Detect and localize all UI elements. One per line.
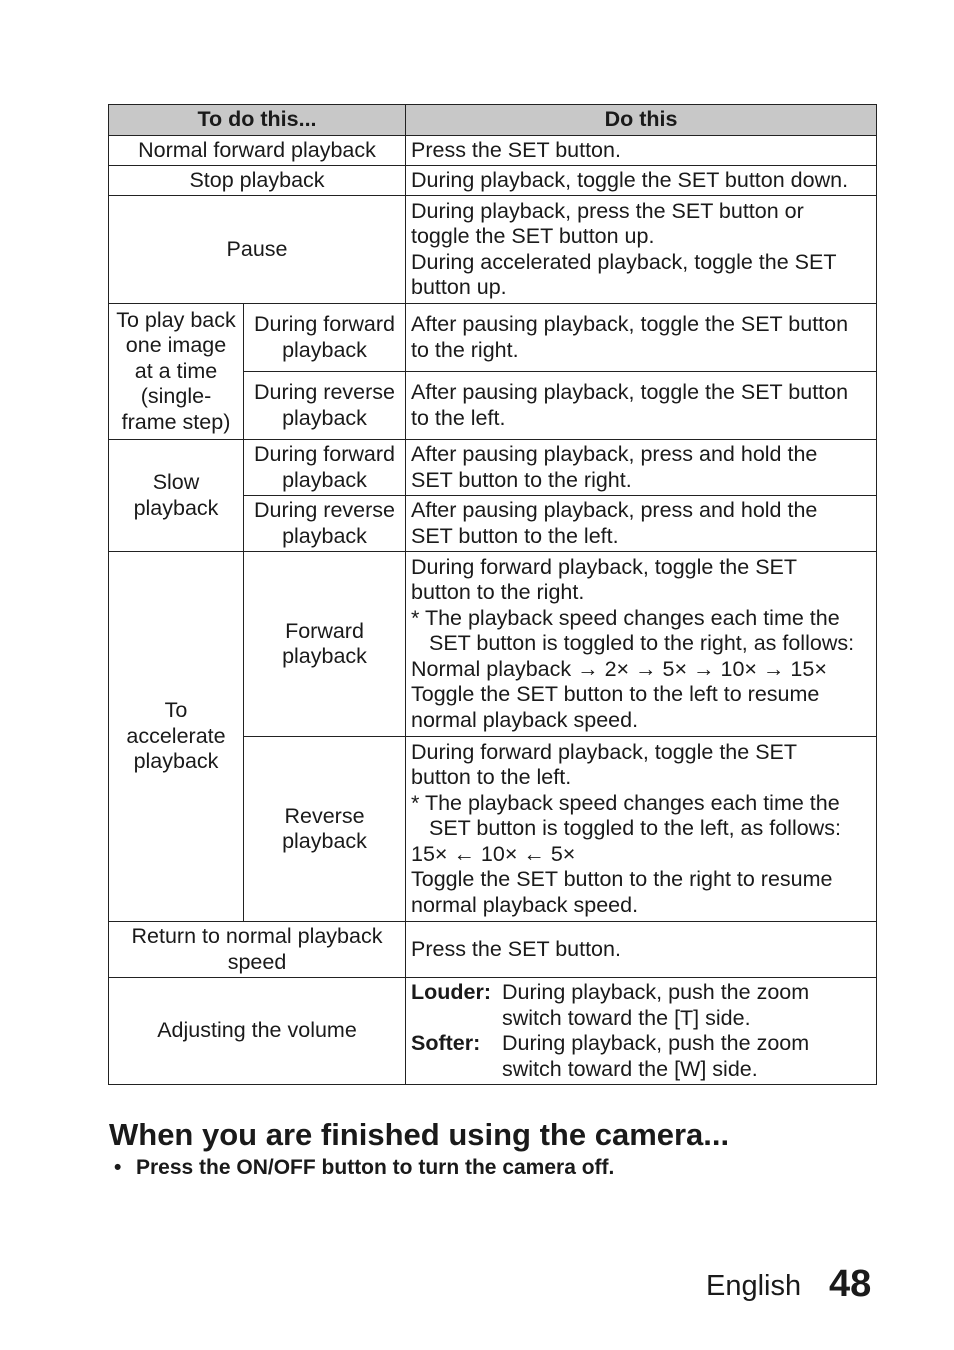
text-line: playback [133,749,219,774]
text-line: During forward playback, toggle the SET [411,554,798,579]
action-cell: Adjusting the volume [109,978,406,1085]
text-line: During playback, push the zoom [502,980,810,1004]
text-line: During reverse [254,498,395,522]
sub-action-cell [244,372,406,440]
text-line: button to the left. [411,765,572,790]
text-line: switch toward the [W] side. [502,1056,758,1081]
text-line: playback [282,829,367,853]
note-line: SET button is toggled to the right, as follows: [429,631,855,656]
table-row [109,978,877,1085]
text-line: accelerate [126,723,226,748]
text-line: During playback, press the SET button or [411,198,804,223]
instruction-cell [406,552,877,737]
text-line: at a time [134,358,218,383]
sub-action-cell [244,737,406,922]
instruction-cell: Press the SET button. [406,136,877,166]
page-number: 48 [829,1263,872,1305]
group-cell-accelerate [109,552,244,922]
table-row [109,552,877,737]
text-line: playback [282,523,367,548]
header-do-this: Do this [406,105,877,136]
table-row [109,304,877,372]
text-line: frame step) [121,409,231,434]
text-line: During forward [254,442,395,466]
bullet-text: Press the ON/OFF button to turn the camera off. [136,1156,615,1179]
text-line: Slow [152,470,200,494]
table-row [109,136,877,166]
text-line: After pausing playback, toggle the SET button [411,312,849,336]
sub-action-cell [244,552,406,737]
note-line: * The playback speed changes each time the [411,790,840,815]
softer-key: Softer: [411,1031,481,1055]
text-line: Toggle the SET button to the left to resume [411,682,820,707]
text-line: playback [282,337,367,362]
text-line: SET button to the right. [411,467,632,492]
table-row [109,922,877,978]
sub-action-cell [244,496,406,552]
header-to-do-this: To do this... [109,105,406,136]
text-line: Reverse [284,803,365,828]
text-line: Toggle the SET button to the right to resume [411,867,833,892]
instruction-cell [406,304,877,372]
text-line: playback [282,644,367,668]
text-line: playback [282,467,367,492]
playback-operations-table [108,104,877,1085]
text-line: During reverse [254,380,395,404]
table-row [109,196,877,304]
text-line: normal playback speed. [411,707,639,732]
instruction-cell [406,440,877,496]
text-line: playback [282,405,367,430]
text-line: During playback, push the zoom [502,1031,810,1055]
instruction-cell: Press the SET button. [406,922,877,978]
text-line: one image [125,333,227,358]
speed-sequence: Normal playback → 2× → 5× → 10× → 15× [411,656,827,681]
instruction-cell [406,372,877,440]
instruction-cell [406,196,877,304]
text-line: SET button to the left. [411,523,619,548]
louder-key: Louder: [411,980,492,1004]
text-line: to the left. [411,405,506,430]
volume-louder [411,980,871,1031]
action-cell: Stop playback [109,166,406,196]
table-header-row [109,105,877,136]
text-line: to the right. [411,337,519,362]
group-cell-single-frame [109,304,244,440]
text-line: During forward [254,312,395,336]
text-line: Return to normal playback [131,924,383,948]
section-heading: When you are finished using the camera... [109,1117,730,1152]
text-line: button up. [411,275,507,299]
table-row [109,166,877,196]
action-cell [109,922,406,978]
text-line: (single- [140,384,212,409]
note-line: * The playback speed changes each time the [411,605,840,630]
text-line: normal playback speed. [411,892,639,917]
volume-softer [411,1031,871,1082]
speed-sequence: 15× ← 10× ← 5× [411,841,576,866]
instruction-cell [406,978,877,1085]
instruction-cell [406,496,877,552]
instruction-cell: During playback, toggle the SET button down. [406,166,877,196]
text-line: To play back [116,307,236,332]
sub-action-cell [244,440,406,496]
text-line: Forward [285,618,364,643]
bullet-item [114,1155,614,1181]
note-line: SET button is toggled to the left, as follows: [429,816,841,841]
instruction-cell [406,737,877,922]
text-line: During accelerated playback, toggle the SET [411,249,837,274]
table-row [109,440,877,496]
text-line: After pausing playback, toggle the SET button [411,380,849,404]
text-line: speed [227,949,287,974]
text-line: During forward playback, toggle the SET [411,739,798,764]
text-line: After pausing playback, press and hold the [411,498,818,522]
text-line: After pausing playback, press and hold the [411,442,818,466]
text-line: playback [133,495,219,520]
action-cell: Pause [109,196,406,304]
group-cell-slow [109,440,244,552]
text-line: button to the right. [411,580,585,605]
bullet-icon: • [114,1156,122,1179]
text-line: switch toward the [T] side. [502,1005,751,1030]
action-cell: Normal forward playback [109,136,406,166]
sub-action-cell [244,304,406,372]
footer-language: English [706,1270,802,1302]
text-line: toggle the SET button up. [411,224,655,248]
text-line: To [164,698,188,723]
